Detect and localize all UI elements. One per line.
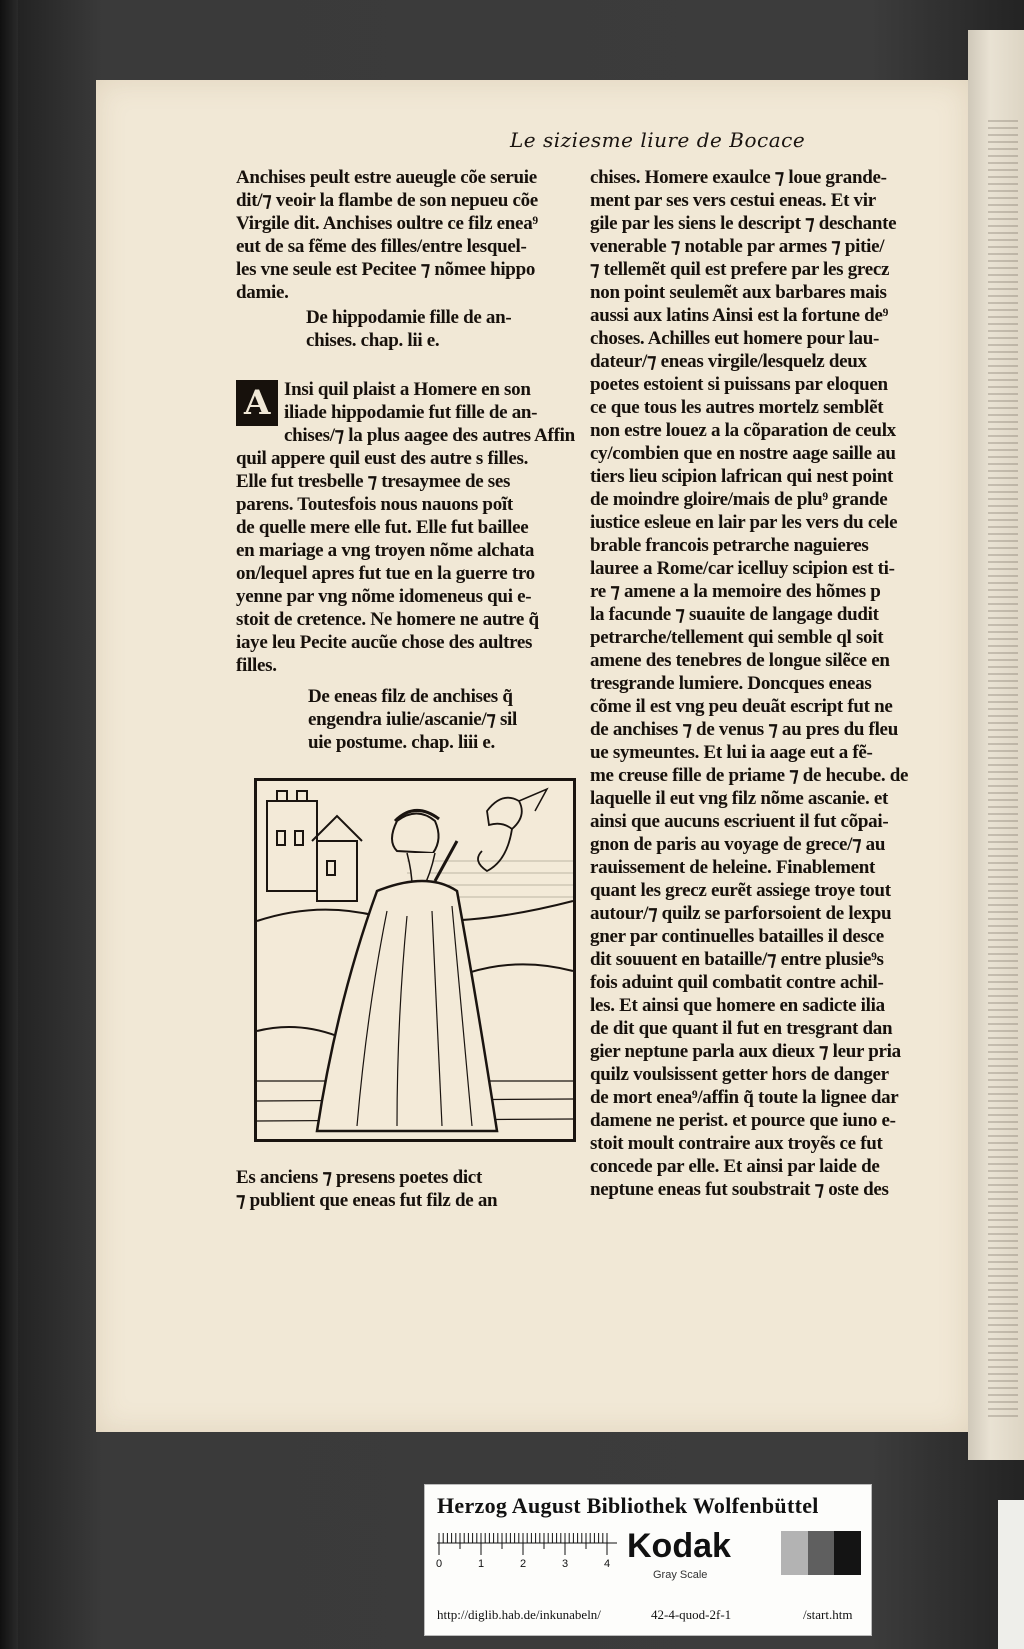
text-line: poetes estoient si puissans par eloquen (590, 374, 888, 395)
text-line: gile par les siens le descript ⁊ deschante (590, 213, 897, 234)
text-line: iustice esleue en lair par les vers du cele (590, 512, 898, 533)
text-line: quil appere quil eust des autre s filles. (236, 448, 529, 469)
text-line: parens. Toutesfois nous nauons poĩt (236, 494, 513, 515)
text-line: les vne seule est Pecitee ⁊ nõmee hippo (236, 259, 536, 280)
text-line: la facunde ⁊ suauite de langage dudit (590, 604, 879, 625)
text-line: uie postume. chap. liii e. (308, 732, 495, 753)
swatch-mid (808, 1531, 835, 1575)
text-line: rauissement de heleine. Finablement (590, 857, 876, 878)
text-line: quilz voulsissent getter hors de danger (590, 1064, 889, 1085)
library-name: Herzog August Bibliothek Wolfenbüttel (437, 1493, 819, 1518)
initial-letter: A (236, 380, 278, 426)
text-line: ue symeuntes. Et lui ia aage eut a fẽ- (590, 742, 873, 763)
text-line: damene ne perist. et pource que iuno e- (590, 1110, 896, 1131)
ruler-label: 2 (520, 1558, 527, 1570)
text-line: lauree a Rome/car icelluy scipion est ti- (590, 558, 895, 579)
swatch-light (781, 1531, 808, 1575)
gray-scale-label: Gray Scale (653, 1569, 708, 1581)
text-line: yenne par vng nõme idomeneus qui e- (236, 586, 532, 607)
text-line: filles. (236, 655, 277, 676)
text-line: damie. (236, 282, 289, 303)
text-line: non estre louez a la cõparation de ceulx (590, 420, 896, 441)
text-line: re ⁊ amene a la memoire des hõmes p (590, 581, 881, 602)
text-line: cy/combien que en nostre aage saille au (590, 443, 896, 464)
text-line: les. Et ainsi que homere en sadicte ilia (590, 995, 885, 1016)
scan-edge (0, 0, 18, 1649)
text-line: amene des tenebres de longue silẽce en (590, 650, 890, 671)
text-line: chises. Homere exaulce ⁊ loue grande- (590, 167, 887, 188)
text-line: De hippodamie fille de an- (306, 307, 512, 328)
text-line: non point seulemẽt aux barbares mais (590, 282, 887, 303)
text-line: Anchises peult estre aueugle cõe seruie (236, 167, 537, 188)
text-line: tresgrande lumiere. Doncques eneas (590, 673, 872, 694)
text-line: petrarche/tellement qui semble ql soit (590, 627, 884, 648)
text-line: brable francois petrarche naguieres (590, 535, 869, 556)
gray-swatches (781, 1531, 861, 1575)
text-line: tiers lieu scipion lafrican qui nest point (590, 466, 894, 487)
ruler-label: 3 (562, 1558, 569, 1570)
scale-ruler (437, 1529, 617, 1569)
left-column (236, 166, 575, 754)
chapter-heading-hippodamie (236, 306, 566, 352)
text-after-woodcut (236, 1166, 566, 1212)
digital-library-url: http://diglib.hab.de/inkunabeln/ (437, 1607, 601, 1622)
ruler-label: 1 (478, 1558, 485, 1570)
text-line: chises. chap. lii e. (306, 330, 440, 351)
text-line: ⁊ publient que eneas fut filz de an (236, 1190, 498, 1211)
chapter-heading-eneas (236, 685, 566, 754)
right-column (590, 166, 930, 1201)
shelfmark: 42-4-quod-2f-1 (651, 1607, 732, 1622)
text-line: dateur/⁊ eneas virgile/lesquelz deux (590, 351, 867, 372)
text-line: neptune eneas fut soubstrait ⁊ oste des (590, 1179, 889, 1200)
text-line: me creuse fille de priame ⁊ de hecube. de (590, 765, 909, 786)
text-line: aussi aux latins Ainsi est la fortune de⁹ (590, 305, 888, 326)
text-line: de moindre gloire/mais de plu⁹ grande (590, 489, 888, 510)
text-line: stoit de cretence. Ne homere ne autre q̃ (236, 609, 539, 630)
chapter-body-hippodamie (236, 378, 575, 677)
text-line: ce que tous les autres mortelz semblẽt (590, 397, 884, 418)
text-line: on/lequel apres fut tue en la guerre tro (236, 563, 535, 584)
text-line: dit/⁊ veoir la flambe de son nepueu cõe (236, 190, 538, 211)
text-line: stoit moult contraire aux troyẽs ce fut (590, 1133, 883, 1154)
text-line: ment par ses vers cestui eneas. Et vir (590, 190, 876, 211)
woodcut-figure (257, 781, 573, 1139)
text-line: Insi quil plaist a Homere en son (284, 379, 531, 400)
text-line: venerable ⁊ notable par armes ⁊ pitie/ (590, 236, 885, 257)
text-line: ⁊ tellemẽt quil est prefere par les grecz (590, 259, 890, 280)
text-line: Elle fut tresbelle ⁊ tresaymee de ses (236, 471, 511, 492)
text-line: de quelle mere elle fut. Elle fut baillee (236, 517, 529, 538)
text-line: iaye leu Pecite aucũe chose des aultres (236, 632, 533, 653)
text-line: gier neptune parla aux dieux ⁊ leur pria (590, 1041, 901, 1062)
ruler-label: 4 (604, 1558, 611, 1570)
text-line: eut de sa fẽme des filles/entre lesquel- (236, 236, 527, 257)
text-line: fois aduint quil combatit contre achil- (590, 972, 884, 993)
color-target-card (424, 1484, 872, 1636)
adjacent-card-edge (998, 1500, 1024, 1649)
text-line: gner par continuelles batailles il desce (590, 926, 884, 947)
text-line: dit souuent en bataille/⁊ entre plusie⁹s (590, 949, 884, 970)
text-line: de anchises ⁊ de venus ⁊ au pres du fleu (590, 719, 898, 740)
text-line: de dit que quant il fut en tresgrant dan (590, 1018, 893, 1039)
running-head: Le siziesme liure de Bocace (510, 128, 806, 152)
woodcut-illustration (254, 778, 576, 1142)
text-line: ainsi que aucuns escriuent il fut cõpai- (590, 811, 889, 832)
text-line: cõme il est vng peu deuãt escript fut ne (590, 696, 893, 717)
chapter-body-lines (236, 378, 575, 677)
facing-page-text-shadow (988, 120, 1018, 1420)
kodak-logo: Kodak (627, 1527, 731, 1565)
text-line: engendra iulie/ascanie/⁊ sil (308, 709, 517, 730)
text-line: quant les grecz eurẽt assiege troye tout (590, 880, 891, 901)
text-line: autour/⁊ quilz se parforsoient de lexpu (590, 903, 892, 924)
text-line: chises/⁊ la plus aagee des autres Affin (284, 425, 575, 446)
text-line: Virgile dit. Anchises oultre ce filz enea⁹ (236, 213, 538, 234)
left-top-text (236, 166, 566, 304)
text-line: en mariage a vng troyen nõme alchata (236, 540, 535, 561)
text-line: iliade hippodamie fut fille de an- (284, 402, 538, 423)
start-page-path: /start.htm (803, 1607, 853, 1622)
text-line: choses. Achilles eut homere pour lau- (590, 328, 880, 349)
text-line: concede par elle. Et ainsi par laide de (590, 1156, 880, 1177)
text-line: gnon de paris au voyage de grece/⁊ au (590, 834, 886, 855)
text-line: laquelle il eut vng filz nõme ascanie. et (590, 788, 888, 809)
text-line: Es anciens ⁊ presens poetes dict (236, 1167, 482, 1188)
text-line: De eneas filz de anchises q̃ (308, 686, 513, 707)
ruler-label: 0 (436, 1558, 443, 1570)
swatch-dark (834, 1531, 861, 1575)
text-line: de mort enea⁹/affin q̃ toute la lignee dar (590, 1087, 899, 1108)
